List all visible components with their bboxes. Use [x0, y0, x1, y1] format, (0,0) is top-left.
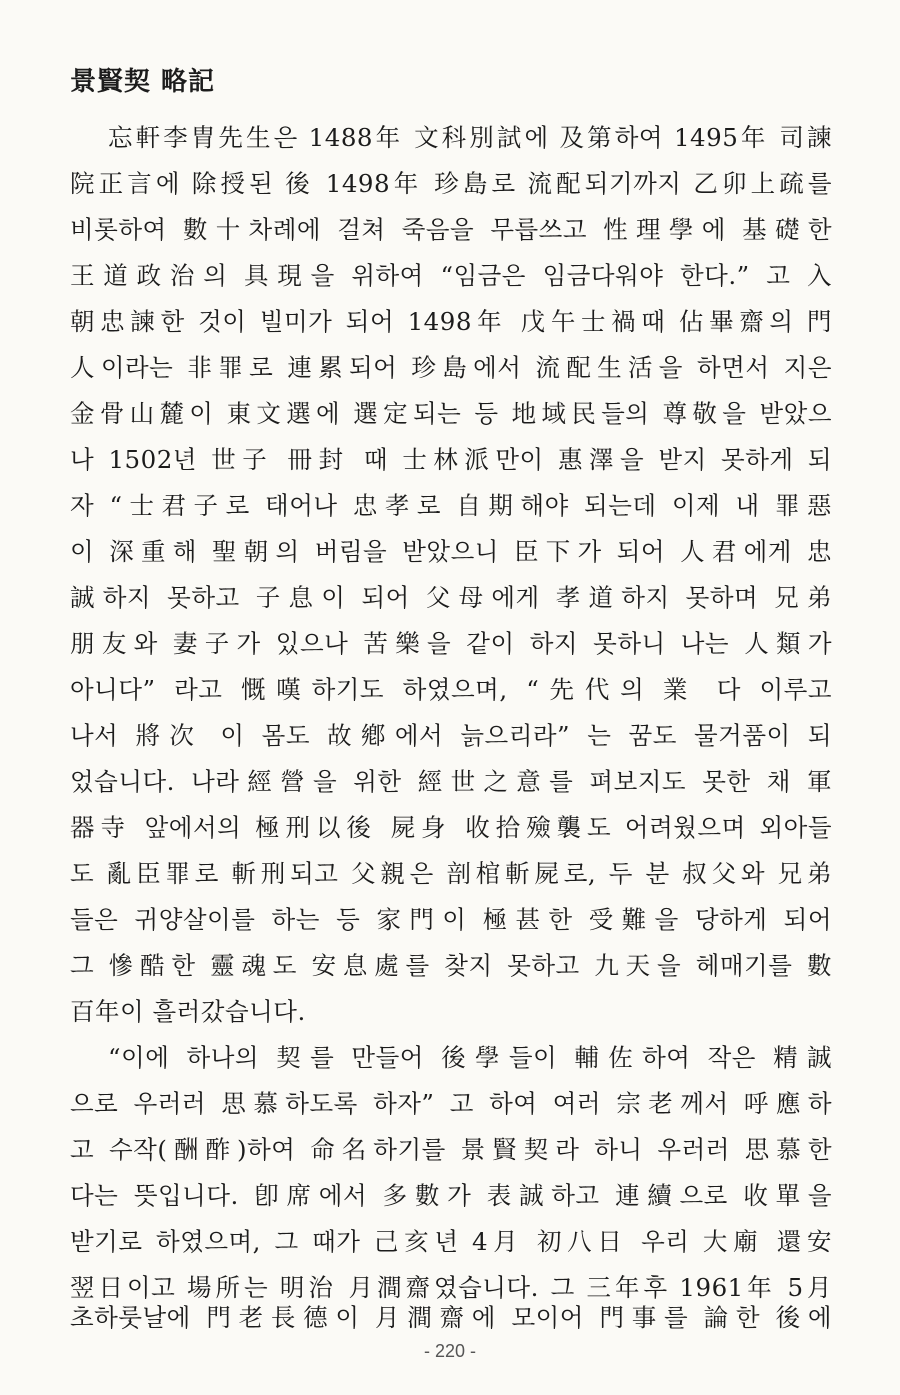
- paragraph-line: 朝忠諫한 것이 빌미가 되어 1498年 戊午士禍때 佔畢齋의 門: [70, 307, 832, 336]
- document-heading: 景賢契 略記: [70, 67, 216, 97]
- paragraph-line: 百年이 흘러갔습니다.: [70, 997, 306, 1026]
- paragraph-line: 이 深重해 聖朝의 버림을 받았으니 臣下가 되어 人君에게 忠: [70, 537, 832, 566]
- paragraph-line: 었습니다. 나라經營을 위한 經世之意를 펴보지도 못한 채 軍: [70, 767, 832, 796]
- paragraph-line: 나 1502년 世子 冊封 때 士林派만이 惠澤을 받지 못하게 되: [70, 445, 832, 474]
- paragraph-line: 아니다” 라고 慨嘆하기도 하였으며, “先代의 業 다 이루고: [70, 675, 832, 704]
- paragraph-line: 朋友와 妻子가 있으나 苦樂을 같이 하지 못하니 나는 人類가: [70, 629, 832, 658]
- paragraph-line: 다는 뜻입니다. 卽席에서 多數가 表誠하고 連續으로 收單을: [70, 1181, 832, 1210]
- paragraph-line: 들은 귀양살이를 하는 등 家門이 極甚한 受難을 당하게 되어: [70, 905, 832, 934]
- paragraph-line: 金骨山麓이 東文選에 選定되는 등 地域民들의 尊敬을 받았으: [70, 399, 832, 428]
- paragraph-line: 人이라는 非罪로 連累되어 珍島에서 流配生活을 하면서 지은: [70, 353, 832, 382]
- paragraph-line: 誠하지 못하고 子息이 되어 父母에게 孝道하지 못하며 兄弟: [70, 583, 832, 612]
- paragraph-line: 나서 將次 이 몸도 故鄕에서 늙으리라” 는 꿈도 물거품이 되: [70, 721, 832, 750]
- paragraph-line: 忘軒李胄先生은 1488年 文科別試에 及第하여 1495年 司諫: [108, 123, 832, 152]
- page-number: - 220 -: [423, 1341, 477, 1361]
- paragraph-line: 받기로 하였으며, 그 때가 己亥년 4月 初八日 우리 大廟 還安: [70, 1227, 832, 1256]
- paragraph-line: 자 “士君子로 태어나 忠孝로 自期해야 되는데 이제 내 罪惡: [70, 491, 832, 520]
- paragraph-line: 王道政治의 具現을 위하여 “임금은 임금다워야 한다.” 고 入: [70, 261, 832, 290]
- paragraph-line: 그 慘酷한 靈魂도 安息處를 찾지 못하고 九天을 헤매기를 數: [70, 951, 832, 980]
- paragraph-line: 고 수작(酬酢)하여 命名하기를 景賢契라 하니 우러러 思慕한: [70, 1135, 832, 1164]
- paragraph-line: 器寺 앞에서의 極刑以後 屍身 收拾殮襲도 어려웠으며 외아들: [70, 813, 832, 842]
- paragraph-line: 도 亂臣罪로 斬刑되고 父親은 剖棺斬屍로, 두 분 叔父와 兄弟: [70, 859, 832, 888]
- paragraph-line: 院正言에 除授된 後 1498年 珍島로 流配되기까지 乙卯上疏를: [70, 169, 832, 198]
- paragraph-line: 초하룻날에 門老長德이 月澗齋에 모이어 門事를 論한 後에: [70, 1303, 832, 1332]
- paragraph-line: 비롯하여 數十차례에 걸쳐 죽음을 무릅쓰고 性理學에 基礎한: [70, 215, 832, 244]
- paragraph-line: “이에 하나의 契를 만들어 後學들이 輔佐하여 작은 精誠: [108, 1043, 832, 1072]
- paragraph-line: 翌日이고 場所는 明治 月澗齋였습니다. 그 三年후 1961年 5月: [70, 1273, 832, 1302]
- paragraph-line: 으로 우러러 思慕하도록 하자” 고 하여 여러 宗老께서 呼應하: [70, 1089, 832, 1118]
